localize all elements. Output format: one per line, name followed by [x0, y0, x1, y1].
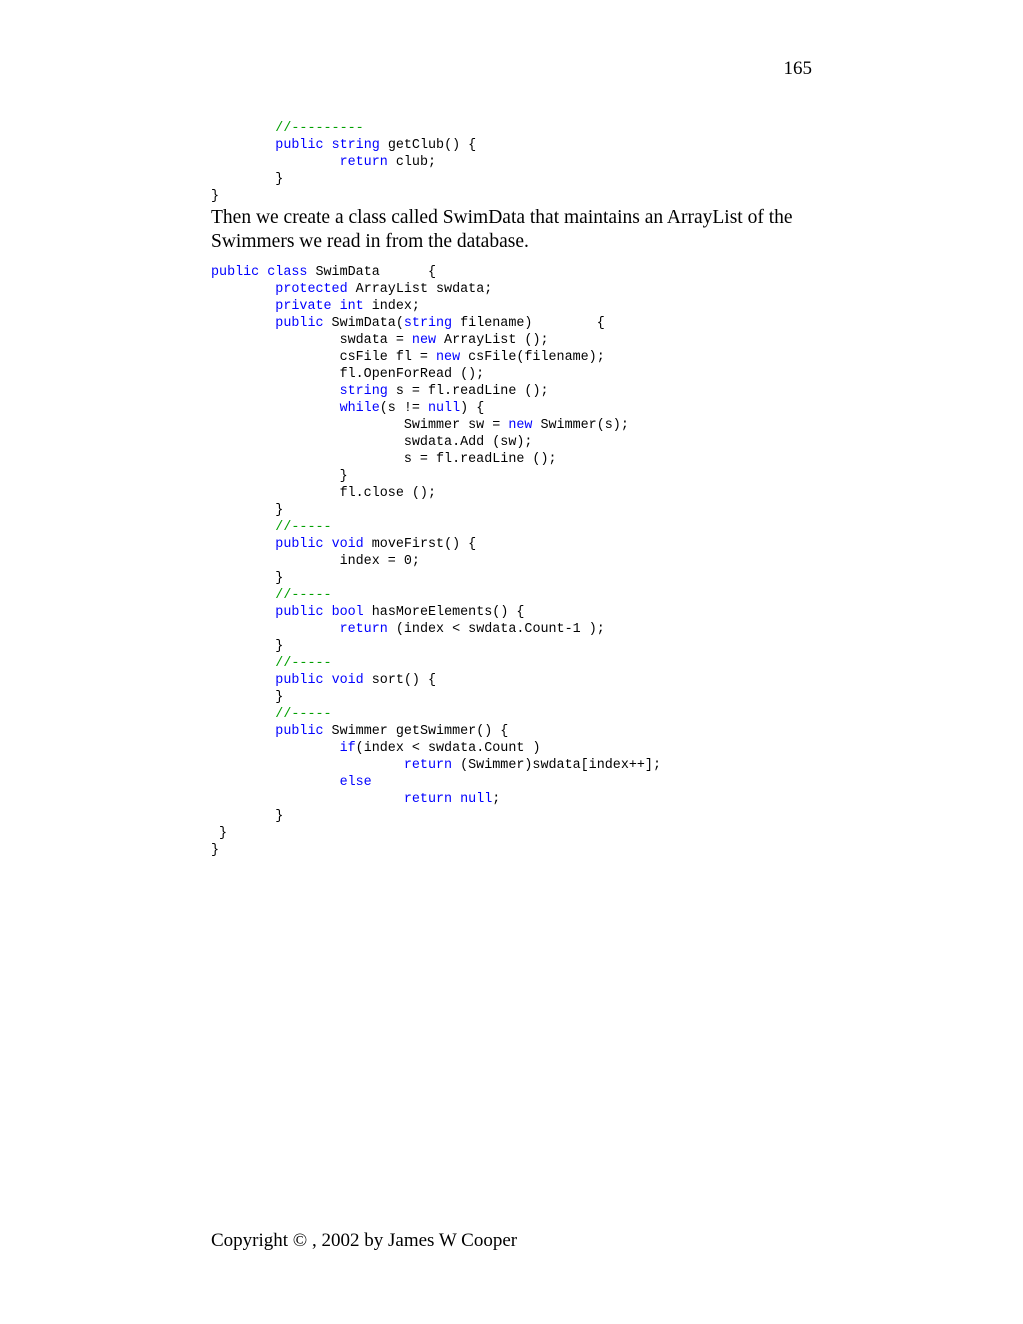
code-keyword: public — [275, 316, 324, 331]
code-text — [324, 537, 332, 552]
page-number: 165 — [783, 58, 812, 79]
code-keyword: string — [339, 384, 388, 399]
code-comment: //----- — [275, 520, 332, 535]
code-text: (s != — [379, 401, 428, 416]
code-text: } — [211, 639, 284, 654]
code-keyword: string — [331, 138, 380, 153]
code-text: ArrayList swdata; — [347, 282, 493, 297]
code-line — [211, 621, 661, 638]
code-line — [211, 281, 661, 298]
code-text — [211, 155, 340, 170]
code-text: index; — [363, 299, 420, 314]
code-keyword: void — [331, 537, 364, 552]
code-text: SwimData( — [323, 316, 404, 331]
code-keyword: return — [339, 155, 388, 170]
code-line — [211, 808, 661, 825]
code-keyword: public — [275, 605, 324, 620]
code-text: filename) { — [452, 316, 605, 331]
code-text — [211, 282, 275, 297]
code-text: ) { — [460, 401, 485, 416]
code-text: } — [211, 571, 284, 586]
code-text — [211, 299, 275, 314]
code-text: ; — [492, 792, 501, 807]
code-line — [211, 757, 661, 774]
code-keyword: null — [427, 401, 461, 416]
code-text: (index < swdata.Count ) — [355, 741, 541, 756]
code-keyword: while — [339, 401, 380, 416]
code-keyword: bool — [331, 605, 364, 620]
code-text: } — [211, 690, 284, 705]
code-text: swdata = — [211, 333, 412, 348]
code-line — [211, 774, 661, 791]
code-text — [211, 520, 275, 535]
code-keyword: new — [508, 418, 533, 433]
code-text: fl.close (); — [211, 486, 436, 501]
code-listing-swimdata — [211, 264, 661, 859]
code-line — [211, 723, 661, 740]
prose-paragraph: Then we create a class called SwimData that maintains an ArrayList of the Swimmers we read in from the database. — [211, 207, 793, 252]
code-line — [211, 536, 661, 553]
code-keyword: void — [331, 673, 364, 688]
code-line — [211, 434, 661, 451]
code-text: swdata.Add (sw); — [211, 435, 533, 450]
code-keyword: public — [275, 724, 324, 739]
code-line — [211, 485, 661, 502]
code-text: hasMoreElements() { — [363, 605, 525, 620]
code-keyword: return — [403, 758, 453, 773]
code-line — [211, 417, 661, 434]
code-keyword: return — [339, 622, 388, 637]
code-line — [211, 825, 661, 842]
code-text — [211, 758, 404, 773]
code-line — [211, 791, 661, 808]
code-line — [211, 706, 661, 723]
code-line — [211, 451, 661, 468]
code-line — [211, 468, 661, 485]
code-text: s = fl.readLine (); — [211, 452, 557, 467]
code-keyword: public — [275, 138, 324, 153]
code-text: } — [211, 172, 284, 187]
code-text: fl.OpenForRead (); — [211, 367, 485, 382]
code-text — [211, 384, 340, 399]
code-line — [211, 315, 661, 332]
code-line — [211, 383, 661, 400]
code-text: } — [211, 469, 348, 484]
code-text — [324, 605, 332, 620]
code-keyword: public — [275, 673, 324, 688]
code-line — [211, 842, 661, 859]
page-footer: Copyright © , 2002 by James W Cooper — [211, 1230, 518, 1251]
code-text — [324, 673, 332, 688]
code-line — [211, 672, 661, 689]
code-line — [211, 154, 476, 171]
code-keyword: private — [275, 299, 332, 314]
code-line — [211, 587, 661, 604]
code-line — [211, 689, 661, 706]
code-text — [211, 741, 340, 756]
code-text: ArrayList (); — [436, 333, 549, 348]
code-text: } — [211, 843, 220, 858]
code-line — [211, 638, 661, 655]
code-text — [211, 775, 340, 790]
code-text: sort() { — [363, 673, 437, 688]
code-keyword: return — [403, 792, 453, 807]
code-text — [452, 792, 460, 807]
code-text — [211, 138, 275, 153]
code-keyword: class — [267, 265, 308, 280]
code-line — [211, 188, 476, 205]
code-line — [211, 502, 661, 519]
code-text — [211, 656, 275, 671]
code-line — [211, 171, 476, 188]
code-line — [211, 366, 661, 383]
code-line — [211, 570, 661, 587]
code-line — [211, 298, 661, 315]
code-keyword: int — [339, 299, 364, 314]
code-line — [211, 332, 661, 349]
code-keyword: public — [275, 537, 324, 552]
code-line — [211, 740, 661, 757]
code-text: } — [211, 809, 284, 824]
code-text — [211, 622, 340, 637]
code-text: csFile fl = — [211, 350, 436, 365]
code-text: club; — [387, 155, 437, 170]
code-keyword: new — [436, 350, 461, 365]
code-text: csFile(filename); — [460, 350, 605, 365]
code-text — [211, 792, 404, 807]
code-listing-top — [211, 120, 476, 205]
code-text — [211, 121, 275, 136]
code-keyword: if — [339, 741, 356, 756]
code-text — [211, 707, 275, 722]
code-line — [211, 349, 661, 366]
code-comment: //----- — [275, 656, 332, 671]
code-text: (index < swdata.Count-1 ); — [387, 622, 605, 637]
code-text — [332, 299, 340, 314]
code-text: Swimmer getSwimmer() { — [323, 724, 509, 739]
code-text: (Swimmer)swdata[index++]; — [452, 758, 662, 773]
code-keyword: else — [339, 775, 372, 790]
code-keyword: public — [211, 265, 260, 280]
code-comment: //----- — [275, 588, 332, 603]
code-text: } — [211, 826, 228, 841]
code-line — [211, 400, 661, 417]
code-text: getClub() { — [379, 138, 477, 153]
code-line — [211, 264, 661, 281]
code-text — [211, 605, 275, 620]
code-text: } — [211, 189, 220, 204]
code-text: moveFirst() { — [363, 537, 477, 552]
code-text: s = fl.readLine (); — [387, 384, 549, 399]
code-text — [211, 673, 275, 688]
code-line — [211, 553, 661, 570]
code-text: SwimData { — [307, 265, 437, 280]
code-keyword: null — [460, 792, 493, 807]
code-keyword: protected — [275, 282, 348, 297]
code-line — [211, 519, 661, 536]
code-line — [211, 120, 476, 137]
code-comment: //----- — [275, 707, 332, 722]
code-line — [211, 137, 476, 154]
code-text — [211, 724, 275, 739]
code-line — [211, 655, 661, 672]
code-text: Swimmer sw = — [211, 418, 509, 433]
code-text — [211, 537, 275, 552]
code-keyword: string — [403, 316, 453, 331]
code-text — [324, 138, 332, 153]
code-text — [211, 401, 340, 416]
code-text: } — [211, 503, 284, 518]
code-line — [211, 604, 661, 621]
code-comment: //--------- — [275, 121, 364, 136]
code-text — [211, 588, 275, 603]
code-text — [211, 316, 275, 331]
code-text: index = 0; — [211, 554, 420, 569]
code-text: Swimmer(s); — [532, 418, 629, 433]
code-keyword: new — [411, 333, 437, 348]
